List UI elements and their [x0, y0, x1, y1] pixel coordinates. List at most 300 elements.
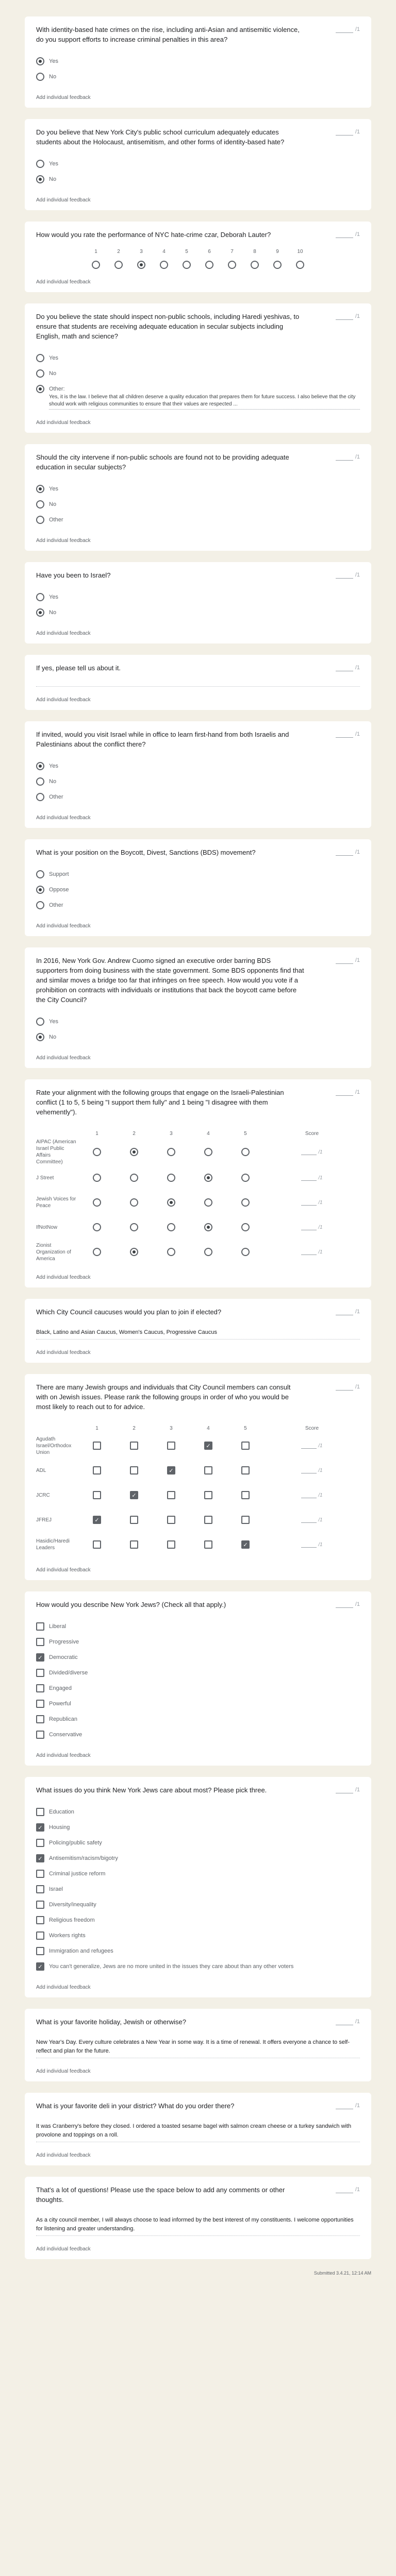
option-item[interactable]	[36, 1943, 360, 1959]
scale-radio[interactable]	[160, 261, 168, 269]
add-feedback-link[interactable]: Add individual feedback	[36, 1275, 91, 1280]
score-suffix: /1	[355, 1787, 360, 1793]
radio-button[interactable]	[130, 1174, 138, 1182]
score-field[interactable]	[336, 849, 360, 856]
question-header	[36, 570, 360, 580]
score-field[interactable]	[336, 2102, 360, 2109]
add-feedback-link[interactable]: Add individual feedback	[36, 279, 91, 285]
option-label: No	[49, 176, 57, 182]
option-label: Other:	[49, 386, 65, 392]
option-item[interactable]	[36, 1014, 360, 1029]
radio-button[interactable]	[204, 1174, 212, 1182]
score-suffix: /1	[355, 1089, 360, 1095]
option-item[interactable]	[36, 1959, 360, 1974]
radio-button[interactable]	[36, 369, 44, 378]
option-item[interactable]	[36, 1928, 360, 1943]
checkbox[interactable]: ✓	[241, 1540, 250, 1549]
scale-radio[interactable]	[228, 261, 236, 269]
question-title: How would you describe New York Jews? (Check all that apply.)	[36, 1601, 226, 1608]
scale-radio[interactable]	[273, 261, 282, 269]
checkbox[interactable]	[204, 1466, 212, 1475]
radio-button[interactable]	[36, 1033, 44, 1041]
radio-button[interactable]	[241, 1248, 250, 1256]
question-title: How would you rate the performance of NYC hate-crime czar, Deborah Lauter?	[36, 231, 271, 239]
radio-button[interactable]	[130, 1248, 138, 1256]
radio-button[interactable]	[241, 1174, 250, 1182]
question-title: What is your favorite deli in your district? What do you order there?	[36, 2102, 235, 2110]
radio-button[interactable]	[36, 516, 44, 524]
checkbox[interactable]	[241, 1466, 250, 1475]
radio-button[interactable]	[36, 160, 44, 168]
question-header	[36, 312, 360, 341]
option-item[interactable]	[36, 1897, 360, 1912]
checkbox[interactable]	[241, 1442, 250, 1450]
add-feedback-link[interactable]: Add individual feedback	[36, 538, 91, 544]
radio-button[interactable]	[93, 1198, 101, 1207]
row-score-field[interactable]	[264, 1507, 360, 1532]
question-card	[25, 119, 371, 210]
scale-radio[interactable]	[137, 261, 145, 269]
score-suffix: /1	[355, 1601, 360, 1607]
option-item[interactable]	[36, 54, 360, 69]
option-item[interactable]	[36, 1727, 360, 1742]
checkbox[interactable]	[36, 1638, 44, 1646]
option-label: Other	[49, 517, 63, 523]
row-score-field[interactable]	[264, 1240, 360, 1264]
checkbox[interactable]	[93, 1540, 101, 1549]
option-label: Support	[49, 871, 69, 877]
option-item[interactable]	[36, 156, 360, 172]
score-input[interactable]	[336, 313, 353, 320]
option-item[interactable]	[36, 1650, 360, 1665]
option-list	[36, 1619, 360, 1742]
grid-row-label: Jewish Voices for Peace	[36, 1196, 76, 1209]
score-input[interactable]	[336, 957, 353, 964]
score-input[interactable]	[336, 1601, 353, 1608]
question-card	[25, 1591, 371, 1766]
score-input[interactable]	[336, 664, 353, 671]
scale-label: 2	[117, 249, 120, 255]
question-card	[25, 1299, 371, 1363]
option-item[interactable]	[36, 1851, 360, 1866]
score-field[interactable]	[336, 1601, 360, 1608]
option-item[interactable]	[36, 1665, 360, 1681]
radio-button[interactable]	[241, 1198, 250, 1207]
question-header	[36, 956, 360, 1005]
row-score-field[interactable]	[264, 1458, 360, 1483]
score-input[interactable]	[336, 1383, 353, 1391]
score-suffix: /1	[355, 26, 360, 32]
option-label: Engaged	[49, 1685, 72, 1691]
option-item[interactable]	[36, 1820, 360, 1835]
rating-grid	[36, 1128, 360, 1264]
radio-button[interactable]	[241, 1223, 250, 1231]
checkbox[interactable]	[130, 1442, 138, 1450]
radio-button[interactable]	[204, 1248, 212, 1256]
checkbox[interactable]	[36, 1916, 44, 1924]
checkbox[interactable]	[36, 1715, 44, 1723]
option-label: Israel	[49, 1886, 63, 1892]
add-feedback-link[interactable]: Add individual feedback	[36, 1753, 91, 1758]
option-list	[36, 867, 360, 913]
score-field[interactable]	[336, 1308, 360, 1315]
scale-label: 5	[185, 249, 188, 255]
add-feedback-link[interactable]: Add individual feedback	[36, 197, 91, 203]
radio-button[interactable]	[36, 354, 44, 362]
question-title: What is your favorite holiday, Jewish or otherwise?	[36, 2018, 186, 2026]
checkbox[interactable]	[36, 1885, 44, 1893]
option-item[interactable]	[36, 1681, 360, 1696]
row-score-suffix: /1	[318, 1224, 323, 1230]
add-feedback-link[interactable]: Add individual feedback	[36, 95, 91, 100]
question-title: That's a lot of questions! Please use the space below to add any comments or other thoughts.	[36, 2186, 285, 2204]
question-header	[36, 2017, 360, 2027]
checkbox[interactable]	[241, 1491, 250, 1499]
question-title: What issues do you think New York Jews care about most? Please pick three.	[36, 1786, 267, 1794]
option-item[interactable]	[36, 897, 360, 913]
option-item[interactable]	[36, 867, 360, 882]
checkbox[interactable]	[93, 1466, 101, 1475]
add-feedback-link[interactable]: Add individual feedback	[36, 2069, 91, 2074]
score-field[interactable]	[336, 1383, 360, 1391]
answer-text[interactable]: It was Cranberry's before they closed. I ordered a toasted sesame bagel with salmon cream cheese or a turkey sandwich with provolone and toppings on a roll.	[36, 2122, 360, 2142]
question-header	[36, 1785, 360, 1795]
row-score-field[interactable]	[264, 1215, 360, 1240]
option-item[interactable]	[36, 1634, 360, 1650]
row-score-field[interactable]	[264, 1483, 360, 1507]
score-suffix: /1	[355, 1384, 360, 1390]
add-feedback-link[interactable]: Add individual feedback	[36, 2153, 91, 2158]
question-header	[36, 1088, 360, 1117]
checkbox[interactable]: ✓	[36, 1653, 44, 1662]
radio-button[interactable]	[36, 901, 44, 909]
option-item[interactable]	[36, 789, 360, 805]
row-score-field[interactable]	[264, 1165, 360, 1190]
checkbox[interactable]	[36, 1731, 44, 1739]
row-score-suffix: /1	[318, 1467, 323, 1473]
checkbox[interactable]	[130, 1516, 138, 1524]
option-item[interactable]	[36, 589, 360, 605]
checkbox[interactable]	[167, 1516, 175, 1524]
score-field[interactable]	[336, 128, 360, 135]
row-score-suffix: /1	[318, 1517, 323, 1523]
score-field[interactable]	[336, 957, 360, 964]
score-input[interactable]	[336, 1308, 353, 1315]
row-score-input[interactable]	[301, 1547, 317, 1548]
question-title: Do you believe that New York City's public school curriculum adequately educates students about the Holocaust, antisemitism, and other forms of identity-based hate?	[36, 128, 285, 146]
option-item[interactable]	[36, 774, 360, 789]
row-score-input[interactable]	[301, 1522, 317, 1523]
option-item[interactable]	[36, 1619, 360, 1634]
checkbox[interactable]	[130, 1466, 138, 1475]
score-field[interactable]	[336, 313, 360, 320]
row-score-input[interactable]	[301, 1448, 317, 1449]
add-feedback-link[interactable]: Add individual feedback	[36, 923, 91, 929]
checkbox[interactable]	[36, 1700, 44, 1708]
answer-text[interactable]: New Year's Day. Every culture celebrates a New Year in some way. It is a time of renewal. It offers everyone a chance to self-reflect and plan for the future.	[36, 2038, 360, 2058]
option-item[interactable]	[36, 1711, 360, 1727]
scale-radio[interactable]	[92, 261, 100, 269]
radio-button[interactable]	[36, 886, 44, 894]
option-label: Yes	[49, 1019, 58, 1025]
question-title: What is your position on the Boycott, Divest, Sanctions (BDS) movement?	[36, 849, 256, 856]
checkbox[interactable]: ✓	[36, 1823, 44, 1832]
radio-button[interactable]	[204, 1148, 212, 1156]
radio-button[interactable]	[36, 175, 44, 183]
radio-button[interactable]	[130, 1223, 138, 1231]
radio-button[interactable]	[204, 1223, 212, 1231]
radio-button[interactable]	[36, 500, 44, 509]
option-item[interactable]	[36, 1866, 360, 1882]
checkbox[interactable]	[167, 1442, 175, 1450]
rating-grid	[36, 1423, 360, 1557]
checkbox[interactable]	[130, 1540, 138, 1549]
radio-button[interactable]	[36, 57, 44, 65]
score-input[interactable]	[336, 128, 353, 135]
radio-button[interactable]	[36, 608, 44, 617]
radio-button[interactable]	[167, 1248, 175, 1256]
grid-row	[36, 1165, 360, 1190]
option-item[interactable]	[36, 882, 360, 897]
score-input[interactable]	[336, 849, 353, 856]
grid-column-header: 4	[207, 1130, 210, 1137]
radio-button[interactable]	[167, 1174, 175, 1182]
grid-corner	[36, 1423, 78, 1433]
score-field[interactable]	[336, 571, 360, 579]
option-item[interactable]	[36, 481, 360, 497]
grid-column-header: 3	[170, 1425, 173, 1431]
add-feedback-link[interactable]: Add individual feedback	[36, 1350, 91, 1355]
score-suffix: /1	[355, 2019, 360, 2025]
other-answer-text[interactable]: Yes, it is the law. I believe that all children deserve a quality education that prepares them for future success. I also believe that the city should work with religious communities to ensure that their values are respected ...	[49, 394, 360, 410]
score-field[interactable]	[336, 231, 360, 238]
add-feedback-link[interactable]: Add individual feedback	[36, 1055, 91, 1061]
radio-button[interactable]	[167, 1148, 175, 1156]
checkbox[interactable]: ✓	[204, 1442, 212, 1450]
checkbox[interactable]	[93, 1491, 101, 1499]
question-card	[25, 2177, 371, 2259]
score-field[interactable]	[336, 664, 360, 671]
scale-label: 3	[140, 249, 143, 255]
score-input[interactable]	[336, 2018, 353, 2025]
option-item[interactable]	[36, 497, 360, 512]
answer-text[interactable]: Black, Latino and Asian Caucus, Women's Caucus, Progressive Caucus	[36, 1328, 360, 1340]
score-field[interactable]	[336, 731, 360, 738]
option-item[interactable]	[36, 512, 360, 528]
score-input[interactable]	[336, 1089, 353, 1096]
scale-radio[interactable]	[251, 261, 259, 269]
checkbox[interactable]	[204, 1540, 212, 1549]
checkbox[interactable]	[167, 1491, 175, 1499]
checkbox[interactable]	[36, 1870, 44, 1878]
radio-button[interactable]	[93, 1148, 101, 1156]
score-field[interactable]	[336, 2186, 360, 2193]
score-suffix: /1	[355, 957, 360, 963]
checkbox[interactable]	[36, 1839, 44, 1847]
checkbox[interactable]	[204, 1491, 212, 1499]
grid-score-header: Score	[305, 1425, 319, 1431]
add-feedback-link[interactable]: Add individual feedback	[36, 2246, 91, 2252]
checkbox[interactable]	[36, 1901, 44, 1909]
question-title: Rate your alignment with the following groups that engage on the Israeli-Palestinian conflict (1 to 5, 5 being "I support them fully" and 1 being "I disagree with them vehemently").	[36, 1089, 284, 1116]
checkbox[interactable]	[36, 1947, 44, 1955]
add-feedback-link[interactable]: Add individual feedback	[36, 1985, 91, 1990]
option-item[interactable]	[36, 605, 360, 620]
checkbox[interactable]: ✓	[36, 1854, 44, 1862]
option-label: Powerful	[49, 1701, 71, 1707]
add-feedback-link[interactable]: Add individual feedback	[36, 631, 91, 636]
grid-column-header: 3	[170, 1130, 173, 1137]
radio-button[interactable]	[36, 385, 44, 393]
radio-button[interactable]	[36, 1018, 44, 1026]
score-field[interactable]	[336, 453, 360, 461]
radio-button[interactable]	[241, 1148, 250, 1156]
option-item[interactable]	[36, 172, 360, 187]
option-item[interactable]	[36, 366, 360, 381]
score-input[interactable]	[336, 453, 353, 461]
question-card	[25, 947, 371, 1068]
question-title: With identity-based hate crimes on the rise, including anti-Asian and antisemitic violence, do you support efforts to increase criminal penalties in this area?	[36, 26, 300, 43]
row-score-field[interactable]	[264, 1139, 360, 1165]
option-label: No	[49, 501, 57, 507]
option-list	[36, 589, 360, 620]
score-input[interactable]	[336, 731, 353, 738]
checkbox[interactable]	[93, 1442, 101, 1450]
option-label: Housing	[49, 1824, 70, 1831]
question-header	[36, 2185, 360, 2205]
score-input[interactable]	[336, 26, 353, 33]
checkbox[interactable]: ✓	[93, 1516, 101, 1524]
option-label: No	[49, 74, 57, 80]
score-field[interactable]	[336, 1786, 360, 1793]
option-item[interactable]	[36, 1835, 360, 1851]
score-input[interactable]	[336, 1786, 353, 1793]
checkbox[interactable]	[36, 1808, 44, 1816]
option-item[interactable]	[36, 1912, 360, 1928]
question-card	[25, 222, 371, 292]
radio-button[interactable]	[93, 1174, 101, 1182]
grid-row-label: JCRC	[36, 1492, 50, 1498]
add-feedback-link[interactable]: Add individual feedback	[36, 420, 91, 426]
grid-row	[36, 1190, 360, 1215]
option-label: Republican	[49, 1716, 78, 1722]
checkbox[interactable]	[204, 1516, 212, 1524]
scale-radio[interactable]	[296, 261, 304, 269]
option-item[interactable]	[36, 758, 360, 774]
radio-button[interactable]	[167, 1198, 175, 1207]
grid-column-header: 5	[244, 1425, 247, 1431]
option-label: Yes	[49, 355, 58, 361]
answer-text[interactable]	[36, 684, 360, 687]
question-card	[25, 1079, 371, 1287]
row-score-field[interactable]	[264, 1532, 360, 1557]
question-title: Have you been to Israel?	[36, 571, 111, 579]
score-input[interactable]	[336, 571, 353, 579]
radio-button[interactable]	[130, 1148, 138, 1156]
radio-button[interactable]	[93, 1223, 101, 1231]
row-score-field[interactable]	[264, 1433, 360, 1458]
grid-column-header: 2	[133, 1130, 136, 1137]
scale-label: 10	[297, 249, 303, 255]
grid-row	[36, 1215, 360, 1240]
checkbox[interactable]: ✓	[130, 1491, 138, 1499]
checkbox[interactable]	[36, 1931, 44, 1940]
question-card	[25, 303, 371, 433]
radio-button[interactable]	[36, 762, 44, 770]
radio-button[interactable]	[36, 593, 44, 601]
option-item[interactable]	[36, 1696, 360, 1711]
grid-column-header: 1	[95, 1425, 98, 1431]
score-input[interactable]	[336, 231, 353, 238]
question-header	[36, 25, 360, 44]
option-item[interactable]	[36, 1882, 360, 1897]
add-feedback-link[interactable]: Add individual feedback	[36, 697, 91, 703]
option-label: Workers rights	[49, 1933, 86, 1939]
question-card	[25, 1374, 371, 1580]
add-feedback-link[interactable]: Add individual feedback	[36, 815, 91, 821]
radio-button[interactable]	[36, 793, 44, 801]
checkbox[interactable]: ✓	[36, 1962, 44, 1971]
radio-button[interactable]	[36, 485, 44, 493]
question-title: There are many Jewish groups and individuals that City Council members can consult with on Jewish issues. Please rank the following groups in order of who you would be most likely to reach out to for advice.	[36, 1383, 291, 1411]
checkbox[interactable]	[36, 1684, 44, 1692]
radio-button[interactable]	[36, 870, 44, 878]
option-label: Yes	[49, 58, 58, 64]
score-input[interactable]	[336, 2102, 353, 2109]
score-input[interactable]	[336, 2186, 353, 2193]
linear-scale	[36, 249, 360, 269]
checkbox[interactable]	[241, 1516, 250, 1524]
add-feedback-link[interactable]: Add individual feedback	[36, 1567, 91, 1573]
option-list	[36, 1804, 360, 1974]
radio-button[interactable]	[167, 1223, 175, 1231]
scale-radio[interactable]	[114, 261, 123, 269]
score-field[interactable]	[336, 26, 360, 33]
option-list	[36, 156, 360, 187]
score-suffix: /1	[355, 313, 360, 319]
option-label: No	[49, 609, 57, 616]
scale-radio[interactable]	[183, 261, 191, 269]
grid-row	[36, 1458, 360, 1483]
checkbox[interactable]	[36, 1622, 44, 1631]
radio-button[interactable]	[130, 1198, 138, 1207]
option-label: Democratic	[49, 1654, 78, 1660]
radio-button[interactable]	[36, 73, 44, 81]
option-label: Oppose	[49, 887, 69, 893]
radio-button[interactable]	[36, 777, 44, 786]
scale-radio[interactable]	[205, 261, 213, 269]
checkbox[interactable]: ✓	[167, 1466, 175, 1475]
option-item[interactable]	[36, 69, 360, 84]
row-score-input[interactable]	[301, 1205, 317, 1206]
answer-text[interactable]: As a city council member, I will always choose to lead informed by the best interest of my constituents. I welcome opportunities for listening and greater understanding.	[36, 2216, 360, 2236]
radio-button[interactable]	[204, 1198, 212, 1207]
score-suffix: /1	[355, 454, 360, 460]
score-field[interactable]	[336, 1089, 360, 1096]
radio-button[interactable]	[93, 1248, 101, 1256]
checkbox[interactable]	[167, 1540, 175, 1549]
row-score-field[interactable]	[264, 1190, 360, 1215]
option-item[interactable]	[36, 1804, 360, 1820]
checkbox[interactable]	[36, 1669, 44, 1677]
score-field[interactable]	[336, 2018, 360, 2025]
grid-corner	[36, 1128, 78, 1139]
option-item[interactable]	[36, 1029, 360, 1045]
grid-row-label: AIPAC (American Israel Public Affairs Committee)	[36, 1139, 76, 1165]
row-score-input[interactable]	[301, 1180, 317, 1181]
scale-label: 8	[253, 249, 256, 255]
option-item[interactable]	[36, 350, 360, 366]
